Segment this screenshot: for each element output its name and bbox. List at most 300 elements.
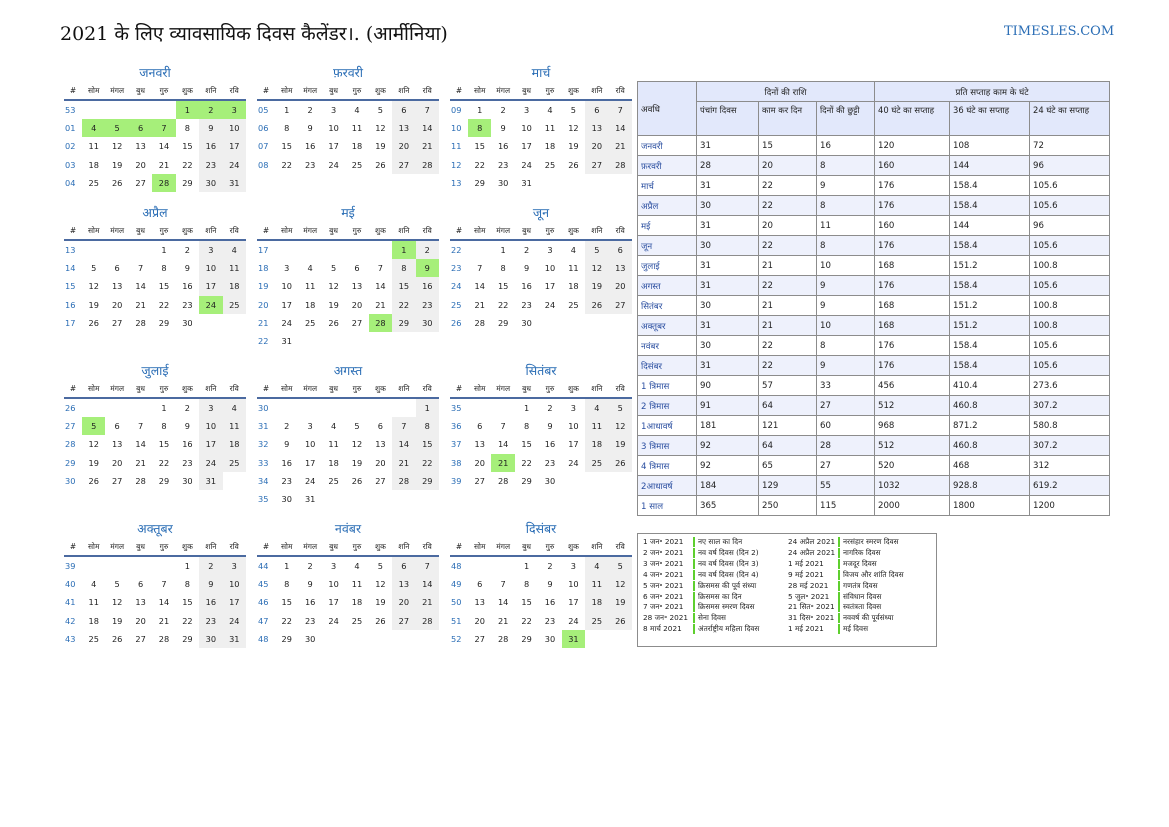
day-cell: 12 <box>585 259 608 277</box>
stats-value: 619.2 <box>1030 476 1110 496</box>
stats-value: 64 <box>759 396 817 416</box>
stats-value: 10 <box>817 316 875 336</box>
week-number: 13 <box>65 245 76 256</box>
day-cell: 16 <box>497 141 509 152</box>
stats-value: 168 <box>875 316 950 336</box>
day-cell <box>416 332 439 350</box>
day-cell: 21 <box>474 299 485 310</box>
stats-value: 33 <box>817 376 875 396</box>
week-number: 01 <box>65 123 76 134</box>
day-cell <box>609 630 632 648</box>
day-cell: 18 <box>544 141 556 152</box>
day-cell: 2 <box>416 240 439 259</box>
holiday-name: क्रिसमस की पूर्व संध्या <box>698 580 757 590</box>
stats-value: 105.6 <box>1030 276 1110 296</box>
stats-value: 91 <box>697 396 759 416</box>
day-cell <box>392 398 415 417</box>
day-cell: 1 <box>184 561 191 572</box>
stats-value: 144 <box>950 156 1030 176</box>
day-cell: 16 <box>544 597 556 608</box>
day-cell: 29 <box>521 475 532 486</box>
weekday-header: गुरु <box>152 82 175 100</box>
day-cell: 8 <box>161 421 167 432</box>
day-cell: 7 <box>137 263 144 274</box>
holiday-name: सेना दिवस <box>698 613 726 623</box>
holiday-marker <box>693 581 695 591</box>
day-cell: 19 <box>568 141 579 152</box>
holiday-entry <box>783 581 878 592</box>
day-cell: 19 <box>111 615 123 626</box>
weekday-header: सोम <box>468 222 491 240</box>
day-cell: 12 <box>328 281 339 292</box>
business-days-table <box>637 81 1110 516</box>
holiday-name: क्रिसमस का दिन <box>698 591 742 601</box>
day-cell: 6 <box>609 240 632 259</box>
day-cell: 20 <box>474 457 485 468</box>
day-cell: 14 <box>392 435 415 453</box>
day-cell <box>275 398 298 417</box>
day-cell: 26 <box>351 475 363 486</box>
day-cell: 24 <box>328 159 339 170</box>
holiday-entry <box>783 613 894 624</box>
day-cell: 7 <box>392 417 415 435</box>
day-cell: 30 <box>544 475 556 486</box>
stats-value: 151.2 <box>950 256 1030 276</box>
stats-value: 30 <box>697 236 759 256</box>
day-cell: 5 <box>609 556 632 575</box>
holiday-date: 31 दिस॰ 2021 <box>788 613 835 623</box>
stats-value: 273.6 <box>1030 376 1110 396</box>
period-label: जुलाई <box>638 256 697 276</box>
day-cell: 21 <box>392 454 415 472</box>
day-cell: 25 <box>351 615 363 626</box>
day-cell: 10 <box>281 281 292 292</box>
week-number: 45 <box>258 579 269 590</box>
week-number: 19 <box>258 281 269 292</box>
stats-value: 9 <box>817 356 875 376</box>
stats-row <box>638 136 1110 156</box>
day-cell: 20 <box>585 137 608 155</box>
day-cell: 25 <box>544 159 556 170</box>
stats-value: 22 <box>759 236 817 256</box>
day-cell: 15 <box>158 281 170 292</box>
weekday-header: सोम <box>82 538 105 556</box>
day-cell: 22 <box>521 457 532 468</box>
weekday-header: शनि <box>585 380 608 398</box>
day-cell: 13 <box>392 575 415 593</box>
day-cell: 27 <box>392 612 415 630</box>
holiday-date: 21 सित॰ 2021 <box>788 602 835 612</box>
stats-value: 120 <box>875 136 950 156</box>
day-cell <box>491 398 514 417</box>
period-label: 2 त्रिमास <box>638 396 697 416</box>
day-cell: 22 <box>497 299 509 310</box>
holiday-marker <box>838 592 840 602</box>
holiday-entry <box>783 537 899 548</box>
day-cell: 22 <box>392 296 415 314</box>
stats-value: 456 <box>875 376 950 396</box>
day-cell: 3 <box>330 561 337 572</box>
day-cell <box>369 240 392 259</box>
day-cell: 7 <box>416 556 439 575</box>
day-cell: 12 <box>609 575 632 593</box>
weekday-header: शुक <box>369 380 392 398</box>
week-number: 47 <box>258 615 269 626</box>
day-cell: 3 <box>284 263 290 274</box>
sub-header: 24 घंटे का सप्ताह <box>1030 102 1110 136</box>
day-cell: 1 <box>176 100 199 119</box>
day-cell: 26 <box>609 612 632 630</box>
stats-value: 928.8 <box>950 476 1030 496</box>
day-cell: 14 <box>416 119 439 137</box>
day-cell: 8 <box>468 119 491 137</box>
stats-value: 31 <box>697 176 759 196</box>
day-cell: 9 <box>547 421 553 432</box>
stats-value: 1200 <box>1030 496 1110 516</box>
month-name: मई <box>341 205 355 220</box>
week-number: 21 <box>258 317 269 328</box>
stats-value: 30 <box>697 336 759 356</box>
day-cell: 15 <box>392 277 415 295</box>
month-calendar <box>450 204 632 332</box>
day-cell <box>129 398 152 417</box>
day-cell: 6 <box>477 579 483 590</box>
day-cell <box>585 630 608 648</box>
day-cell: 24 <box>521 159 532 170</box>
day-cell: 12 <box>351 439 363 450</box>
day-cell: 2 <box>547 561 553 572</box>
day-cell: 4 <box>547 105 553 116</box>
week-number: 40 <box>65 579 76 590</box>
week-number: 30 <box>65 475 76 486</box>
holiday-name: नव वर्ष दिवस (दिन 4) <box>698 569 759 579</box>
day-cell: 15 <box>521 439 532 450</box>
day-cell: 28 <box>369 314 392 332</box>
day-cell: 13 <box>351 281 363 292</box>
stats-row <box>638 236 1110 256</box>
holiday-marker <box>693 548 695 558</box>
day-cell: 6 <box>585 100 608 119</box>
day-cell: 1 <box>161 403 167 414</box>
stats-value: 151.2 <box>950 296 1030 316</box>
day-cell: 11 <box>351 579 363 590</box>
day-cell <box>609 472 632 490</box>
day-cell <box>322 398 345 417</box>
day-cell: 8 <box>284 123 290 134</box>
week-number-header: # <box>64 380 82 398</box>
stats-value: 160 <box>875 216 950 236</box>
day-cell: 4 <box>330 421 337 432</box>
day-cell <box>585 314 608 332</box>
week-number: 36 <box>451 421 462 432</box>
holiday-entry <box>638 570 759 581</box>
weekday-header: सोम <box>82 222 105 240</box>
day-cell: 7 <box>152 119 175 137</box>
day-cell: 20 <box>135 159 146 170</box>
holiday-name: नए साल का दिन <box>698 537 743 546</box>
month-name: मार्च <box>531 65 551 80</box>
stats-value: 90 <box>697 376 759 396</box>
day-cell: 30 <box>182 317 193 328</box>
day-cell: 4 <box>354 105 360 116</box>
holiday-marker <box>693 592 695 602</box>
day-cell: 9 <box>307 123 313 134</box>
day-cell: 3 <box>547 245 553 256</box>
day-cell: 11 <box>88 597 99 608</box>
weekday-header: गुरु <box>152 538 175 556</box>
weekday-header: रवि <box>223 538 246 556</box>
day-cell: 28 <box>158 633 170 644</box>
week-number: 03 <box>65 159 76 170</box>
day-cell: 9 <box>500 123 506 134</box>
stats-row <box>638 316 1110 336</box>
day-cell: 13 <box>111 281 123 292</box>
period-label: दिसंबर <box>638 356 697 376</box>
day-cell: 15 <box>182 597 193 608</box>
day-cell: 17 <box>568 597 579 608</box>
stats-value: 11 <box>817 216 875 236</box>
day-cell: 5 <box>91 263 97 274</box>
day-cell: 6 <box>137 579 144 590</box>
day-cell: 23 <box>281 475 292 486</box>
week-number: 35 <box>451 403 462 414</box>
day-cell: 30 <box>304 633 316 644</box>
weekday-header: सोम <box>275 538 298 556</box>
day-cell: 29 <box>281 633 292 644</box>
day-cell: 15 <box>521 597 532 608</box>
day-cell: 8 <box>523 579 530 590</box>
day-cell: 10 <box>568 421 579 432</box>
day-cell <box>392 630 415 648</box>
day-cell <box>345 332 368 350</box>
day-cell: 14 <box>135 281 146 292</box>
day-cell: 27 <box>474 633 485 644</box>
holiday-name: गणतंत्र दिवस <box>843 580 878 590</box>
week-number: 34 <box>258 475 269 486</box>
day-cell: 26 <box>328 317 339 328</box>
week-number: 44 <box>258 561 269 572</box>
day-cell: 3 <box>223 556 246 575</box>
day-cell: 14 <box>158 597 170 608</box>
stats-value: 181 <box>697 416 759 436</box>
holiday-name: संविधान दिवस <box>843 591 882 601</box>
day-cell: 2 <box>184 403 191 414</box>
day-cell: 20 <box>351 299 363 310</box>
stats-value: 9 <box>817 296 875 316</box>
stats-value: 8 <box>817 236 875 256</box>
day-cell: 3 <box>199 240 222 259</box>
stats-value: 871.2 <box>950 416 1030 436</box>
weekday-header: शुक <box>562 380 585 398</box>
day-cell: 15 <box>416 435 439 453</box>
day-cell: 27 <box>474 475 485 486</box>
day-cell: 3 <box>570 403 577 414</box>
stats-value: 20 <box>759 216 817 236</box>
weekday-header: बुध <box>515 380 538 398</box>
day-cell: 25 <box>223 296 246 314</box>
day-cell: 10 <box>544 263 556 274</box>
day-cell: 12 <box>111 141 123 152</box>
day-cell: 10 <box>521 123 532 134</box>
day-cell: 18 <box>351 597 363 608</box>
day-cell <box>105 100 128 119</box>
weekday-header: शनि <box>199 82 222 100</box>
day-cell: 2 <box>307 561 313 572</box>
stats-value: 410.4 <box>950 376 1030 396</box>
day-cell: 15 <box>474 141 485 152</box>
stats-value: 22 <box>759 336 817 356</box>
week-number: 37 <box>451 439 462 450</box>
holiday-entry <box>638 581 756 592</box>
day-cell: 18 <box>351 141 363 152</box>
holiday-entry <box>638 592 742 603</box>
week-number: 48 <box>258 633 269 644</box>
holiday-date: 1 मई 2021 <box>788 558 824 568</box>
day-cell: 28 <box>497 633 509 644</box>
day-cell: 27 <box>135 177 146 188</box>
day-cell: 9 <box>199 119 222 137</box>
weekday-header: रवि <box>416 222 439 240</box>
day-cell: 3 <box>570 561 577 572</box>
weekday-header: शनि <box>392 380 415 398</box>
day-cell: 8 <box>284 579 290 590</box>
stats-value: 176 <box>875 336 950 356</box>
stats-value: 9 <box>817 276 875 296</box>
day-cell: 5 <box>570 105 577 116</box>
weekday-header: बुध <box>322 222 345 240</box>
holiday-marker <box>838 613 840 623</box>
month-calendar <box>450 64 632 192</box>
weekday-header: शुक <box>562 222 585 240</box>
day-cell: 6 <box>114 263 120 274</box>
stats-row <box>638 196 1110 216</box>
day-cell: 15 <box>182 141 193 152</box>
day-cell <box>369 490 392 508</box>
stats-value: 31 <box>697 356 759 376</box>
stats-value: 105.6 <box>1030 196 1110 216</box>
week-number: 39 <box>65 561 76 572</box>
stats-value: 520 <box>875 456 950 476</box>
holiday-entry <box>783 602 881 613</box>
day-cell: 6 <box>114 421 120 432</box>
day-cell: 16 <box>521 281 532 292</box>
holiday-name: नववर्ष की पूर्वसंध्या <box>843 613 894 623</box>
weekday-header: सोम <box>275 82 298 100</box>
holiday-entry <box>783 570 904 581</box>
day-cell: 19 <box>111 159 123 170</box>
day-cell: 18 <box>223 435 246 453</box>
day-cell: 21 <box>135 299 146 310</box>
day-cell: 31 <box>223 174 246 192</box>
sub-header: दिनों की छुट्टी <box>817 102 875 136</box>
day-cell <box>322 240 345 259</box>
day-cell: 3 <box>199 398 222 417</box>
day-cell: 15 <box>281 597 292 608</box>
day-cell <box>298 332 321 350</box>
day-cell: 8 <box>161 263 167 274</box>
week-number-header: # <box>257 82 275 100</box>
day-cell: 20 <box>375 457 386 468</box>
day-cell: 7 <box>609 100 632 119</box>
day-cell: 14 <box>474 281 485 292</box>
period-label: मार्च <box>638 176 697 196</box>
holiday-name: नरसंहार स्मरण दिवस <box>843 537 899 546</box>
day-cell: 27 <box>111 317 123 328</box>
stats-value: 460.8 <box>950 436 1030 456</box>
weekday-header: शनि <box>392 82 415 100</box>
day-cell <box>345 240 368 259</box>
holiday-date: 9 मई 2021 <box>788 569 824 579</box>
day-cell: 1 <box>523 561 530 572</box>
day-cell: 17 <box>521 141 532 152</box>
day-cell: 24 <box>568 457 579 468</box>
day-cell: 22 <box>158 299 170 310</box>
day-cell: 1 <box>161 245 167 256</box>
stats-value: 160 <box>875 156 950 176</box>
stats-value: 512 <box>875 436 950 456</box>
day-cell: 26 <box>375 615 386 626</box>
site-link[interactable]: TIMESLES.COM <box>1004 24 1115 39</box>
week-number-header: # <box>64 222 82 240</box>
day-cell: 26 <box>568 159 579 170</box>
day-cell: 17 <box>328 597 339 608</box>
day-cell: 17 <box>544 281 556 292</box>
stats-value: 31 <box>697 216 759 236</box>
holiday-date: 7 जन॰ 2021 <box>643 602 684 612</box>
stats-value: 307.2 <box>1030 436 1110 456</box>
stats-value: 21 <box>759 316 817 336</box>
day-cell: 24 <box>223 612 246 630</box>
day-cell: 8 <box>416 417 439 435</box>
week-number: 13 <box>451 177 462 188</box>
holiday-date: 24 अप्रैल 2021 <box>788 537 836 546</box>
stats-value: 144 <box>950 216 1030 236</box>
day-cell: 21 <box>375 299 386 310</box>
stats-value: 105.6 <box>1030 176 1110 196</box>
holiday-entry <box>638 613 726 624</box>
day-cell: 12 <box>111 597 123 608</box>
weekday-header: रवि <box>223 222 246 240</box>
day-cell: 30 <box>182 475 193 486</box>
holiday-marker <box>693 570 695 580</box>
day-cell: 23 <box>416 296 439 314</box>
stats-value: 57 <box>759 376 817 396</box>
day-cell: 5 <box>585 240 608 259</box>
day-cell: 28 <box>416 156 439 174</box>
holiday-date: 28 जन॰ 2021 <box>643 613 689 623</box>
day-cell <box>275 240 298 259</box>
stats-value: 28 <box>697 156 759 176</box>
week-number: 51 <box>451 615 462 626</box>
day-cell: 5 <box>354 421 360 432</box>
day-cell: 19 <box>328 299 339 310</box>
day-cell <box>416 490 439 508</box>
month-calendar <box>64 520 246 648</box>
day-cell: 8 <box>184 579 191 590</box>
day-cell: 15 <box>497 281 509 292</box>
holiday-marker <box>838 559 840 569</box>
week-number: 46 <box>258 597 269 608</box>
week-number-header: # <box>257 380 275 398</box>
weekday-header: सोम <box>468 380 491 398</box>
stats-value: 100.8 <box>1030 296 1110 316</box>
day-cell: 27 <box>585 156 608 174</box>
day-cell: 27 <box>375 475 386 486</box>
day-cell: 26 <box>375 159 386 170</box>
day-cell: 11 <box>585 575 608 593</box>
day-cell: 22 <box>281 159 292 170</box>
week-number: 09 <box>451 105 462 116</box>
